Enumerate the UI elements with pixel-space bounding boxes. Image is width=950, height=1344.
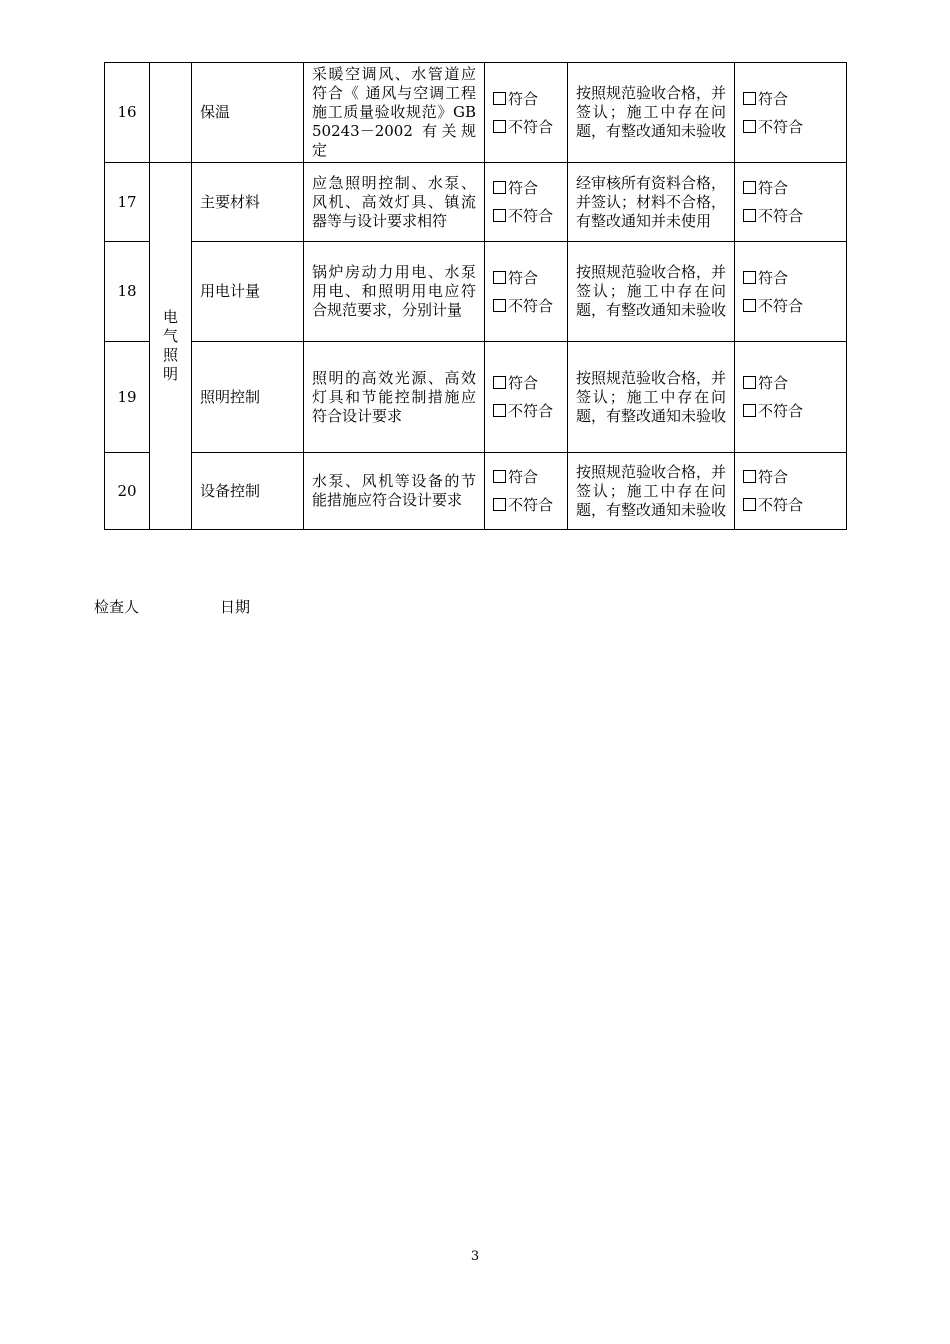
fail-checkbox[interactable] — [493, 491, 559, 519]
fail-checkbox[interactable] — [493, 397, 559, 425]
fail-label: 不符合 — [758, 207, 804, 225]
fail-label: 不符合 — [758, 296, 804, 315]
method-text: 按照规范验收合格，并签认；施工中存在问题，有整改通知未验收 — [568, 242, 735, 342]
fail-label: 不符合 — [508, 496, 554, 514]
table-row — [105, 342, 847, 453]
checkbox-square-icon[interactable] — [493, 120, 506, 133]
fail-checkbox[interactable] — [743, 397, 838, 425]
item-name: 照明控制 — [192, 342, 304, 453]
pass-checkbox[interactable] — [493, 369, 559, 397]
requirement-text: 应急照明控制、水泵、风机、高效灯具、镇流器等与设计要求相符 — [304, 163, 485, 242]
pass-checkbox[interactable] — [743, 264, 838, 292]
table-row — [105, 453, 847, 530]
pass-label: 符合 — [508, 374, 539, 392]
checkbox-square-icon[interactable] — [743, 120, 756, 133]
item-name: 主要材料 — [192, 163, 304, 242]
pass-checkbox[interactable] — [493, 174, 559, 202]
fail-checkbox[interactable] — [743, 202, 838, 230]
pass-checkbox[interactable] — [743, 369, 838, 397]
page-number: 3 — [470, 1249, 480, 1264]
checkbox-square-icon[interactable] — [493, 404, 506, 417]
pass-label: 符合 — [758, 374, 789, 392]
category-cell — [150, 163, 192, 530]
fail-label: 不符合 — [508, 296, 554, 315]
row-number: 17 — [105, 163, 150, 242]
final-checkboxes — [735, 242, 847, 342]
checkbox-square-icon[interactable] — [493, 271, 506, 284]
method-text: 经审核所有资料合格，并签认；材料不合格，有整改通知并未使用 — [568, 163, 735, 242]
result-checkboxes — [485, 342, 568, 453]
row-number: 20 — [105, 453, 150, 530]
item-name: 用电计量 — [192, 242, 304, 342]
checkbox-square-icon[interactable] — [493, 376, 506, 389]
inspector-label: 检查人 — [94, 598, 140, 616]
fail-checkbox[interactable] — [493, 292, 559, 320]
checkbox-square-icon[interactable] — [743, 271, 756, 284]
checkbox-square-icon[interactable] — [743, 299, 756, 312]
fail-checkbox[interactable] — [743, 113, 838, 141]
method-text: 按照规范验收合格，并签认；施工中存在问题，有整改通知未验收 — [568, 453, 735, 530]
pass-label: 符合 — [508, 179, 539, 197]
fail-label: 不符合 — [508, 402, 554, 420]
final-checkboxes — [735, 342, 847, 453]
checkbox-square-icon[interactable] — [743, 181, 756, 194]
checkbox-square-icon[interactable] — [493, 209, 506, 222]
checkbox-square-icon[interactable] — [743, 404, 756, 417]
table-row — [105, 163, 847, 242]
fail-label: 不符合 — [508, 117, 554, 136]
row-number: 16 — [105, 63, 150, 163]
pass-checkbox[interactable] — [743, 85, 838, 113]
requirement-text: 照明的高效光源、高效灯具和节能控制措施应符合设计要求 — [304, 342, 485, 453]
pass-label: 符合 — [508, 89, 539, 108]
row-number: 18 — [105, 242, 150, 342]
item-name: 保温 — [192, 63, 304, 163]
checkbox-square-icon[interactable] — [493, 470, 506, 483]
checkbox-square-icon[interactable] — [743, 470, 756, 483]
method-text: 按照规范验收合格，并签认；施工中存在问题，有整改通知未验收 — [568, 63, 735, 163]
requirement-text: 水泵、风机等设备的节能措施应符合设计要求 — [304, 453, 485, 530]
item-name: 设备控制 — [192, 453, 304, 530]
pass-checkbox[interactable] — [743, 174, 838, 202]
final-checkboxes — [735, 163, 847, 242]
result-checkboxes — [485, 453, 568, 530]
pass-checkbox[interactable] — [493, 264, 559, 292]
fail-label: 不符合 — [758, 496, 804, 514]
row-number: 19 — [105, 342, 150, 453]
table-row — [105, 63, 847, 163]
checkbox-square-icon[interactable] — [493, 181, 506, 194]
pass-checkbox[interactable] — [743, 463, 838, 491]
result-checkboxes — [485, 163, 568, 242]
requirement-text: 锅炉房动力用电、水泵用电、和照明用电应符合规范要求，分别计量 — [304, 242, 485, 342]
pass-label: 符合 — [758, 468, 789, 486]
checkbox-square-icon[interactable] — [743, 376, 756, 389]
pass-checkbox[interactable] — [493, 463, 559, 491]
fail-checkbox[interactable] — [743, 292, 838, 320]
fail-checkbox[interactable] — [493, 202, 559, 230]
checkbox-square-icon[interactable] — [743, 209, 756, 222]
category-cell — [150, 63, 192, 163]
pass-checkbox[interactable] — [493, 85, 559, 113]
final-checkboxes — [735, 453, 847, 530]
pass-label: 符合 — [508, 268, 539, 287]
fail-label: 不符合 — [758, 402, 804, 420]
checkbox-square-icon[interactable] — [493, 92, 506, 105]
fail-label: 不符合 — [758, 117, 804, 136]
category-label: 电气照明 — [162, 308, 178, 383]
fail-checkbox[interactable] — [493, 113, 559, 141]
final-checkboxes — [735, 63, 847, 163]
pass-label: 符合 — [758, 179, 789, 197]
result-checkboxes — [485, 63, 568, 163]
pass-label: 符合 — [758, 268, 789, 287]
fail-checkbox[interactable] — [743, 491, 838, 519]
checkbox-square-icon[interactable] — [743, 92, 756, 105]
method-text: 按照规范验收合格，并签认；施工中存在问题，有整改通知未验收 — [568, 342, 735, 453]
pass-label: 符合 — [758, 89, 789, 108]
checkbox-square-icon[interactable] — [493, 498, 506, 511]
inspection-table — [104, 62, 847, 530]
table-row — [105, 242, 847, 342]
result-checkboxes — [485, 242, 568, 342]
pass-label: 符合 — [508, 468, 539, 486]
fail-label: 不符合 — [508, 207, 554, 225]
date-label: 日期 — [220, 598, 251, 616]
checkbox-square-icon[interactable] — [493, 299, 506, 312]
checkbox-square-icon[interactable] — [743, 498, 756, 511]
requirement-text: 采暖空调风、水管道应符合《 通风与空调工程施工质量验收规范》GB 50243－2002 有关规定 — [304, 63, 485, 163]
